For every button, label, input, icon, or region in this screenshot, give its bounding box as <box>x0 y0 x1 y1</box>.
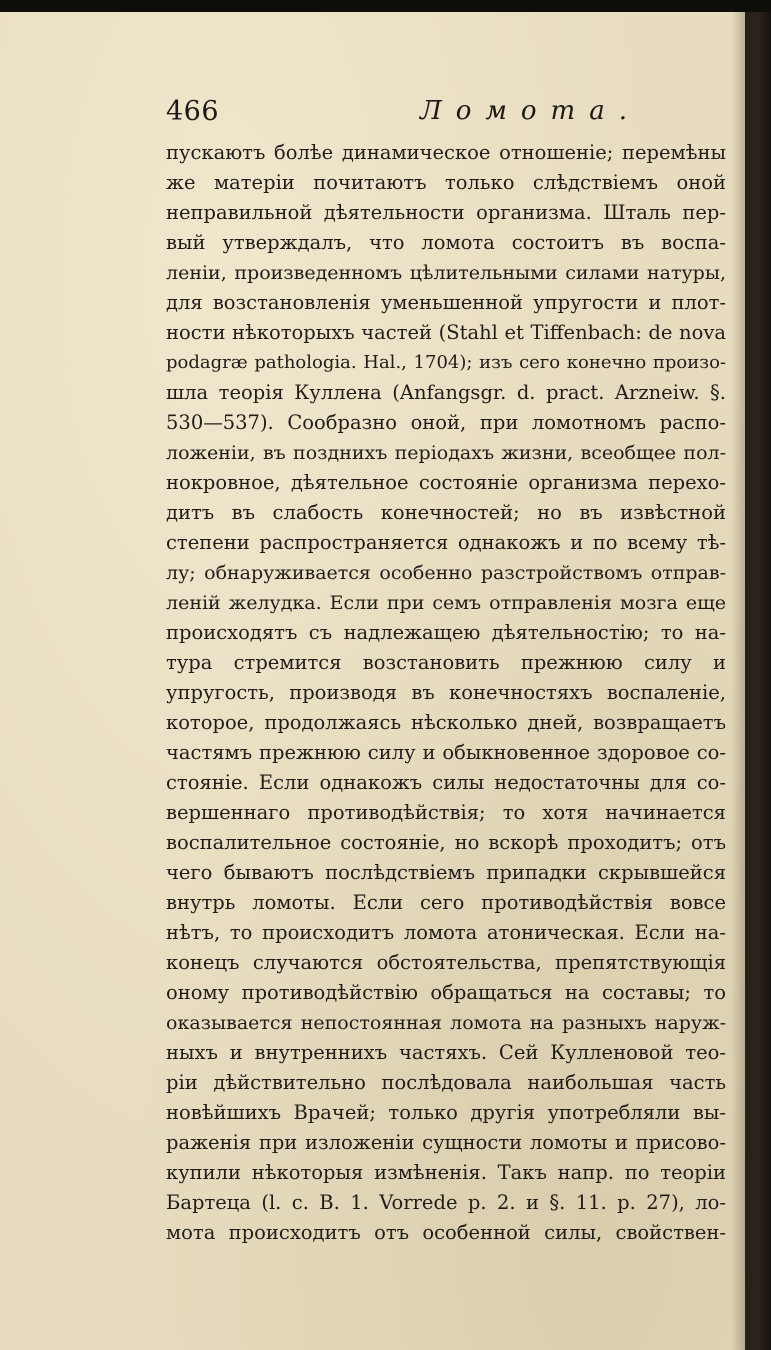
text-line: воспалительное состояніе, но вскорѣ проходитъ; отъ <box>166 831 726 854</box>
text-line: внутрь ломоты. Если сего противодѣйствія вовсе <box>166 891 726 914</box>
text-line: пускаютъ болѣе динамическое отношеніе; перемѣны <box>166 141 726 164</box>
text-line: же матеріи почитаютъ только слѣдствіемъ оной <box>166 171 726 194</box>
text-line: леніи, произведенномъ цѣлительными силами натуры, <box>166 262 726 284</box>
text-line: которое, продолжаясь нѣсколько дней, возвращаетъ <box>166 711 726 734</box>
text-line: для возстановленія уменьшенной упругости и плот- <box>166 291 726 314</box>
text-line: лу; обнаруживается особенно разстройствомъ отправ- <box>166 562 726 584</box>
text-line: оному противодѣйствію обращаться на составы; то <box>166 981 726 1004</box>
text-line: ріи дѣйствительно послѣдовала наибольшая часть <box>166 1071 726 1094</box>
text-line: конецъ случаются обстоятельства, препятствующія <box>166 951 726 974</box>
text-line: дитъ въ слабость конечностей; но въ извѣстной <box>166 501 726 524</box>
text-line: Бартеца (l. c. B. 1. Vorrede p. 2. и §. 11. p. 27), ло- <box>166 1191 726 1214</box>
text-line: нѣтъ, то происходитъ ломота атоническая. Если на- <box>166 921 726 944</box>
body-text <box>166 138 726 1248</box>
text-line: стояніе. Если однакожъ силы недостаточны для со- <box>166 771 726 794</box>
page-number: 466 <box>166 96 220 127</box>
text-line: упругость, производя въ конечностяхъ воспаленіе, <box>166 681 726 704</box>
scan-edge <box>0 0 771 12</box>
text-line: ныхъ и внутреннихъ частяхъ. Сей Кулленовой тео- <box>166 1041 726 1064</box>
text-line: чего бываютъ послѣдствіемъ припадки скрывшейся <box>166 861 726 884</box>
text-line: купили нѣкоторыя измѣненія. Такъ напр. по теоріи <box>166 1161 726 1184</box>
text-line: новѣйшихъ Врачей; только другія употребляли вы- <box>166 1101 726 1124</box>
text-line: вершеннаго противодѣйствія; то хотя начинается <box>166 801 726 824</box>
book-page <box>0 10 745 1350</box>
text-line: степени распространяется однакожъ и по всему тѣ- <box>166 531 726 554</box>
text-line: вый утверждалъ, что ломота состоитъ въ воспа- <box>166 231 726 254</box>
page-header <box>166 96 726 136</box>
text-line: нокровное, дѣятельное состояніе организма перехо- <box>166 471 726 494</box>
text-line: оказывается непостоянная ломота на разныхъ наруж- <box>166 1012 726 1034</box>
text-line: происходятъ съ надлежащею дѣятельностію; то на- <box>166 621 726 644</box>
text-line: леній желудка. Если при семъ отправленія мозга еще <box>166 592 726 614</box>
text-line: мота происходитъ отъ особенной силы, свойствен- <box>166 1221 726 1244</box>
text-line: неправильной дѣятельности организма. Шталь пер- <box>166 201 726 224</box>
running-title: Ломота. <box>420 96 641 126</box>
book-gutter <box>731 0 771 1350</box>
text-line: частямъ прежнюю силу и обыкновенное здоровое со- <box>166 741 726 764</box>
text-line: раженія при изложеніи сущности ломоты и присово- <box>166 1131 726 1154</box>
text-line: ложеніи, въ позднихъ періодахъ жизни, всеобщее пол- <box>166 442 726 464</box>
text-line: podagræ pathologia. Hal., 1704); изъ сего конечно произо- <box>166 352 726 373</box>
text-line: 530—537). Сообразно оной, при ломотномъ распо- <box>166 411 726 434</box>
text-line: тура стремится возстановить прежнюю силу и <box>166 651 726 674</box>
text-line: ности нѣкоторыхъ частей (Stahl et Tiffenbach: de nova <box>166 321 726 344</box>
text-line: шла теорія Куллена (Anfangsgr. d. pract. Arzneiw. §. <box>166 381 726 404</box>
